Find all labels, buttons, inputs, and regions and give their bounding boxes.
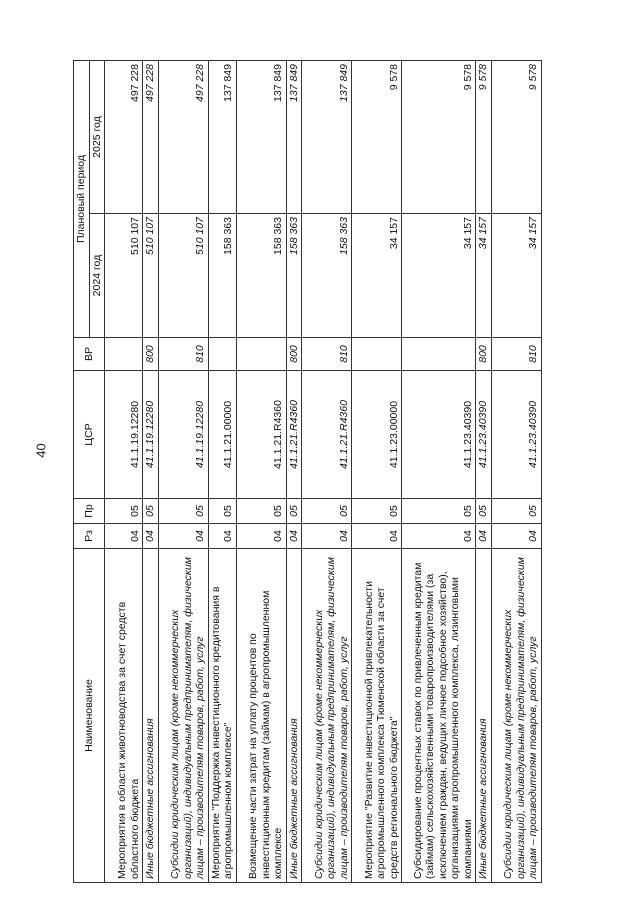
header-2024: 2024 год [89, 214, 105, 338]
row-value-2024: 510 107 [143, 214, 159, 338]
row-csr: 41.1.21.R4360 [236, 371, 286, 499]
budget-table [73, 60, 542, 883]
row-value-2025: 137 849 [236, 61, 286, 214]
row-name: Субсидии юридическим лицам (кроме некоммерческих организаций), индивидуальным предпринимателям, физическим лицам – производителям товаров, работ, услуг [491, 549, 541, 883]
header-planned-period: Плановый период [74, 61, 90, 338]
row-name: Возмещение части затрат на уплату процентов по инвестиционным кредитам (займам) в агропромышленном комплексе [236, 549, 286, 883]
table-row [208, 61, 236, 883]
row-csr: 41.1.19.12280 [105, 371, 143, 499]
row-value-2024: 34 157 [352, 214, 402, 338]
table-row [158, 61, 208, 883]
row-rz: 04 [105, 524, 143, 549]
row-rz: 04 [476, 524, 492, 549]
row-rz: 04 [352, 524, 402, 549]
row-value-2024: 34 157 [402, 214, 476, 338]
row-rz: 04 [491, 524, 541, 549]
row-rz: 04 [302, 524, 352, 549]
row-csr: 41.1.23.40390 [402, 371, 476, 499]
row-pr: 05 [105, 499, 143, 524]
row-rz: 04 [208, 524, 236, 549]
header-2025: 2025 год [89, 61, 105, 214]
row-pr: 05 [236, 499, 286, 524]
table-row [105, 61, 143, 883]
row-pr: 05 [286, 499, 302, 524]
table-row [402, 61, 476, 883]
header-pr: Пр [74, 499, 105, 524]
row-rz: 04 [236, 524, 286, 549]
row-pr: 05 [158, 499, 208, 524]
header-csr: ЦСР [74, 371, 105, 499]
row-value-2025: 9 578 [402, 61, 476, 214]
row-value-2024: 158 363 [236, 214, 286, 338]
budget-table-container [73, 61, 560, 883]
header-vr: ВР [74, 338, 105, 371]
row-value-2025: 137 849 [302, 61, 352, 214]
row-value-2024: 510 107 [158, 214, 208, 338]
table-body [105, 61, 542, 883]
row-value-2024: 34 157 [491, 214, 541, 338]
row-name: Мероприятия в области животноводства за счет средств областного бюджета [105, 549, 143, 883]
row-name: Иные бюджетные ассигнования [286, 549, 302, 883]
row-value-2025: 9 578 [491, 61, 541, 214]
row-csr: 41.1.23.00000 [352, 371, 402, 499]
table-row [476, 61, 492, 883]
row-value-2024: 34 157 [476, 214, 492, 338]
row-pr: 05 [352, 499, 402, 524]
row-vr: 810 [491, 338, 541, 371]
row-rz: 04 [402, 524, 476, 549]
row-value-2025: 497 228 [143, 61, 159, 214]
row-csr: 41.1.21.00000 [208, 371, 236, 499]
row-pr: 05 [402, 499, 476, 524]
row-name: Субсидии юридическим лицам (кроме некоммерческих организаций), индивидуальным предпринимателям, физическим лицам – производителям товаров, работ, услуг [302, 549, 352, 883]
header-rz: Рз [74, 524, 105, 549]
row-csr: 41.1.23.40390 [476, 371, 492, 499]
table-row [286, 61, 302, 883]
row-rz: 04 [158, 524, 208, 549]
row-vr [105, 338, 143, 371]
header-row-1 [74, 61, 90, 883]
table-row [302, 61, 352, 883]
header-name: Наименование [74, 549, 105, 883]
row-pr: 05 [476, 499, 492, 524]
row-value-2024: 158 363 [302, 214, 352, 338]
row-value-2025: 137 849 [286, 61, 302, 214]
row-value-2025: 137 849 [208, 61, 236, 214]
row-value-2024: 158 363 [286, 214, 302, 338]
row-name: Мероприятие "Развитие инвестиционной привлекательности агропромышленного комплекса Тюменской области за счет средств регионального бюджета" [352, 549, 402, 883]
row-csr: 41.1.21.R4360 [302, 371, 352, 499]
row-csr: 41.1.19.12280 [143, 371, 159, 499]
row-rz: 04 [286, 524, 302, 549]
row-vr: 810 [158, 338, 208, 371]
row-pr: 05 [208, 499, 236, 524]
table-row [236, 61, 286, 883]
row-vr [236, 338, 286, 371]
row-vr: 800 [476, 338, 492, 371]
row-vr [402, 338, 476, 371]
page-number: 40 [33, 443, 49, 458]
row-rz: 04 [143, 524, 159, 549]
row-csr: 41.1.21.R4360 [286, 371, 302, 499]
table-row [352, 61, 402, 883]
row-pr: 05 [143, 499, 159, 524]
row-name: Субсидирование процентных ставок по привлеченным кредитам (займам) сельскохозяйственными товаропроизводителями (за исключением граждан, ведущих личное подсобное хозяйство), организациями агропромышленного комплекса, лизинговыми компаниями [402, 549, 476, 883]
row-vr [352, 338, 402, 371]
row-pr: 05 [302, 499, 352, 524]
row-csr: 41.1.23.40390 [491, 371, 541, 499]
row-name: Мероприятие "Поддержка инвестиционного кредитования в агропромышленном комплексе" [208, 549, 236, 883]
row-name: Субсидии юридическим лицам (кроме некоммерческих организаций), индивидуальным предпринимателям, физическим лицам – производителям товаров, работ, услуг [158, 549, 208, 883]
row-vr: 800 [286, 338, 302, 371]
row-name: Иные бюджетные ассигнования [476, 549, 492, 883]
row-csr: 41.1.19.12280 [158, 371, 208, 499]
row-name: Иные бюджетные ассигнования [143, 549, 159, 883]
row-value-2025: 9 578 [352, 61, 402, 214]
row-vr [208, 338, 236, 371]
row-value-2025: 9 578 [476, 61, 492, 214]
table-row [143, 61, 159, 883]
row-vr: 800 [143, 338, 159, 371]
row-value-2025: 497 228 [105, 61, 143, 214]
row-vr: 810 [302, 338, 352, 371]
row-value-2025: 497 228 [158, 61, 208, 214]
row-value-2024: 510 107 [105, 214, 143, 338]
row-pr: 05 [491, 499, 541, 524]
table-row [491, 61, 541, 883]
row-value-2024: 158 363 [208, 214, 236, 338]
